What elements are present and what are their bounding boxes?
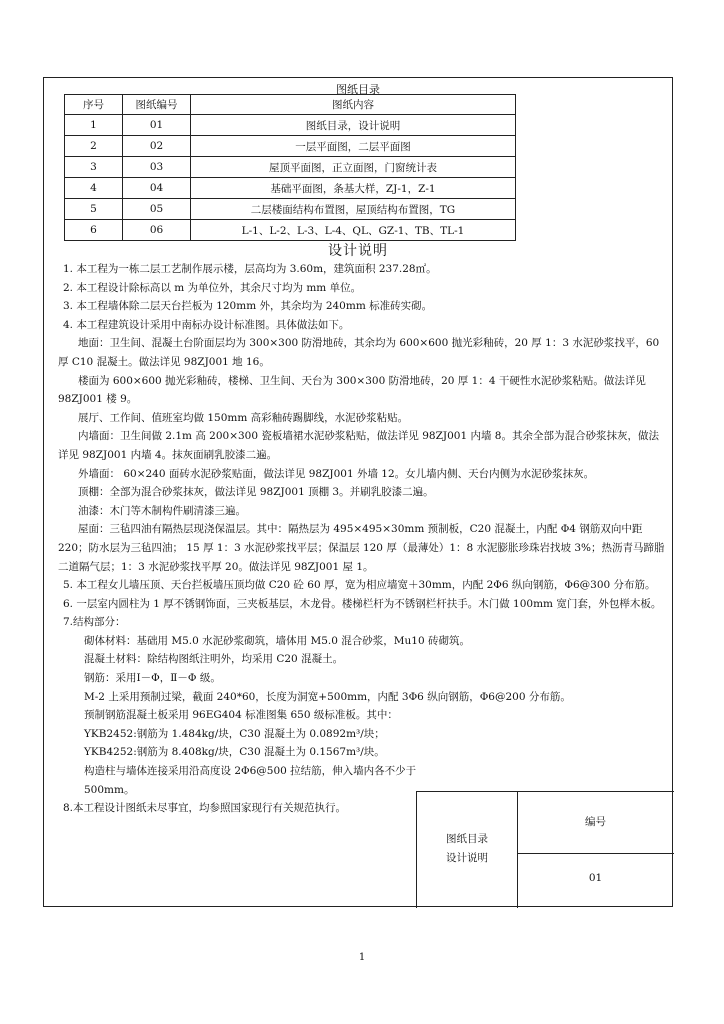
toc-header-code: 图纸编号	[123, 95, 191, 115]
note-paragraph: 地面：卫生间、混凝土台阶面层均为 300×300 防滑地砖，其余均为 600×600 抛光彩釉砖，20 厚 1：3 水泥砂浆找平，60 厚 C10 混凝土。做法详见 98ZJ001 地 16。	[58, 337, 660, 368]
drawing-number-label: 编号	[585, 816, 606, 828]
toc-header-content: 图纸内容	[191, 95, 516, 115]
page-number: 1	[358, 952, 366, 963]
toc-cell-content: 基础平面图，条基大样，ZJ-1，Z-1	[191, 178, 516, 199]
note-line: 2. 本工程设计除标高以 m 为单位外，其余尺寸均为 mm 单位。	[63, 281, 362, 294]
toc-title: 图纸目录	[336, 83, 380, 96]
note-paragraph: 展厅、工作间、值班室均做 150mm 高彩釉砖踢脚线，水泥砂浆粘贴。	[78, 411, 409, 424]
note-paragraph: 构造柱与墙体连接采用沿高度设 2Φ6@500 拉结筋，伸入墙内各不少于 500mm。	[84, 765, 417, 796]
toc-cell-seq: 2	[65, 136, 123, 157]
table-row	[65, 220, 516, 241]
note-line: 砌体材料：基础用 M5.0 水泥砂浆砌筑，墙体用 M5.0 混合砂浆，Mu10 砖砌筑。	[84, 634, 470, 647]
toc-cell-content: 屋顶平面图，正立面图，门窗统计表	[191, 157, 516, 178]
note-line: YKB4252:钢筋为 8.408kg/块，C30 混凝土为 0.1567m³/块。	[84, 746, 385, 759]
toc-cell-code: 06	[123, 220, 191, 241]
note-line: M-2 上采用预制过梁，截面 240*60，长度为洞宽+500mm，内配 3Φ6 纵向钢筋，Φ6@200 分布筋。	[84, 690, 571, 703]
design-notes-title: 设计说明	[328, 243, 388, 259]
table-row	[65, 178, 516, 199]
note-line: 8.本工程设计图纸未尽事宜，均参照国家现行有关规范执行。	[63, 802, 347, 815]
toc-cell-code: 03	[123, 157, 191, 178]
note-line: 钢筋：采用Ⅰ－Φ，Ⅱ－Φ 级。	[84, 672, 221, 685]
toc-cell-seq: 1	[65, 115, 123, 136]
note-paragraph: 油漆：木门等木制构件刷清漆三遍。	[78, 504, 246, 517]
toc-cell-seq: 3	[65, 157, 123, 178]
toc-cell-code: 04	[123, 178, 191, 199]
title-block-divider	[517, 853, 674, 854]
note-line: YKB2452:钢筋为 1.484kg/块，C30 混凝土为 0.0892m³/块；	[84, 727, 385, 740]
drawing-name-line: 图纸目录	[446, 833, 488, 845]
drawing-frame	[43, 77, 673, 907]
note-paragraph: 楼面为 600×600 抛光彩釉砖，楼梯、卫生间、天台为 300×300 防滑地砖，20 厚 1：4 干硬性水泥砂浆粘贴。做法详见 98ZJ001 楼 9。	[58, 374, 646, 406]
note-line: 7.结构部分：	[63, 616, 126, 629]
design-notes-body	[58, 260, 668, 818]
toc-header-row	[65, 95, 516, 115]
note-line: 混凝土材料：除结构图纸注明外，均采用 C20 混凝土。	[84, 653, 344, 666]
drawing-number: 01	[588, 872, 603, 884]
note-line: 4. 本工程建筑设计采用中南标办设计标准图。具体做法如下。	[63, 318, 350, 331]
table-row	[65, 199, 516, 220]
note-paragraph: 6. 一层室内圆柱为 1 厚不锈钢饰面，三夹板基层，木龙骨。楼梯栏杆为不锈钢栏杆扶手。木门做 100mm 宽门套，外包榉木板。	[63, 597, 662, 610]
note-paragraph: 外墙面： 60×240 面砖水泥砂浆贴面，做法详见 98ZJ001 外墙 12。女儿墙内侧、天台内侧为水泥砂浆抹灰。	[78, 467, 595, 480]
toc-cell-code: 02	[123, 136, 191, 157]
toc-cell-content: 一层平面图，二层平面图	[191, 136, 516, 157]
toc-cell-seq: 4	[65, 178, 123, 199]
toc-cell-seq: 5	[65, 199, 123, 220]
title-block-divider	[517, 792, 518, 908]
note-paragraph: 顶棚：全部为混合砂浆抹灰，做法详见 98ZJ001 顶棚 3。并刷乳胶漆二遍。	[78, 486, 434, 499]
note-paragraph: 内墙面：卫生间做 2.1m 高 200×300 瓷板墙裙水泥砂浆粘贴，做法详见 98ZJ001 内墙 8。其余全部为混合砂浆抹灰，做法详见 98ZJ001 内墙 4。抹灰面刷乳胶漆二遍。	[58, 430, 659, 461]
toc-cell-content: 图纸目录，设计说明	[191, 115, 516, 136]
drawing-name-line: 设计说明	[446, 852, 488, 864]
toc-header-seq: 序号	[65, 95, 123, 115]
table-row	[65, 115, 516, 136]
toc-cell-content: 二层楼面结构布置图，屋顶结构布置图，TG	[191, 199, 516, 220]
note-line: 3. 本工程墙体除二层天台拦板为 120mm 外，其余均为 240mm 标准砖实砌。	[63, 300, 433, 313]
toc-table	[64, 94, 516, 241]
note-line: 预制钢筋混凝土板采用 96EG404 标准图集 650 级标准板。其中：	[84, 709, 398, 722]
table-row	[65, 136, 516, 157]
note-line: 1. 本工程为一栋二层工艺制作展示楼，层高均为 3.60m，建筑面积 237.28㎡。	[63, 263, 437, 275]
note-paragraph: 5. 本工程女儿墙压顶、天台拦板墙压顶均做 C20 砼 60 厚，宽为相应墙宽＋30mm，内配 2Φ6 纵向钢筋，Φ6@300 分布筋。	[63, 579, 656, 592]
title-block	[416, 791, 674, 908]
toc-cell-seq: 6	[65, 220, 123, 241]
table-row	[65, 157, 516, 178]
toc-cell-content: L-1、L-2、L-3、L-4、QL、GZ-1、TB、TL-1	[191, 220, 516, 241]
title-block-drawing-name	[417, 830, 517, 868]
toc-cell-code: 05	[123, 199, 191, 220]
toc-cell-code: 01	[123, 115, 191, 136]
note-paragraph: 屋面：三毡四油有隔热层现浇保温层。其中：隔热层为 495×495×30mm 预制板，C20 混凝土，内配 Φ4 钢筋双向中距 220；防水层为三毡四油； 15 厚 1：3 水泥砂浆找平层；保温层 120 厚（最薄处）1：8 水泥膨胀珍珠岩找坡 3%；热沥青马蹄脂二道隔气层；1：3 水泥砂浆找平厚 20。做法详见 98ZJ001 屋 1。	[58, 523, 665, 573]
